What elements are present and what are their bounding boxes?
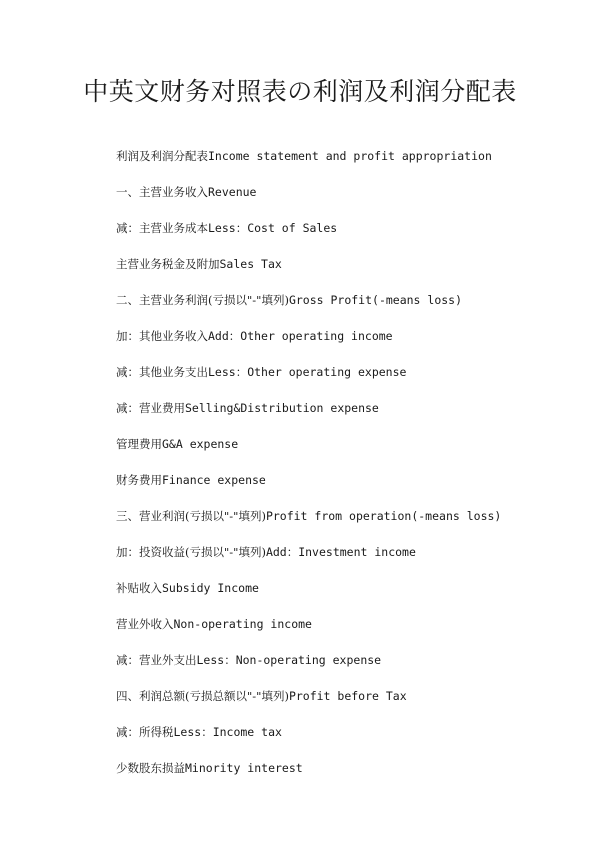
- line-english: Less：Income tax: [173, 725, 282, 739]
- page-title: 中英文财务对照表の利润及利润分配表: [83, 77, 517, 106]
- line-chinese: 财务费用: [116, 473, 162, 487]
- list-item: [116, 758, 556, 794]
- line-chinese: 减：营业费用: [116, 401, 185, 415]
- line-english: Non-operating income: [173, 617, 312, 631]
- line-chinese: 少数股东损益: [116, 761, 185, 775]
- line-english: Less：Cost of Sales: [208, 221, 338, 235]
- line-english: Gross Profit(-means loss): [288, 293, 463, 307]
- line-english: Minority interest: [185, 761, 303, 775]
- list-item: [116, 722, 556, 758]
- line-chinese: 加：投资收益(亏损以"-"填列): [116, 545, 266, 559]
- list-item: [116, 542, 556, 578]
- list-item: [116, 434, 556, 470]
- list-item: [116, 290, 556, 326]
- line-chinese: 加：其他业务收入: [116, 329, 208, 343]
- list-item: [116, 506, 556, 542]
- line-chinese: 利润及利润分配表: [116, 149, 208, 163]
- list-item: [116, 146, 556, 182]
- line-chinese: 三、营业利润(亏损以"-"填列): [116, 509, 266, 523]
- line-english: Sales Tax: [219, 257, 282, 271]
- line-english: Finance expense: [162, 473, 266, 487]
- list-item: [116, 650, 556, 686]
- list-item: [116, 362, 556, 398]
- line-chinese: 减：所得税: [116, 725, 174, 739]
- line-chinese: 补贴收入: [116, 581, 162, 595]
- line-chinese: 主营业务税金及附加: [116, 257, 220, 271]
- line-chinese: 一、主营业务收入: [116, 185, 208, 199]
- list-item: [116, 254, 556, 290]
- line-chinese: 管理费用: [116, 437, 162, 451]
- list-item: [116, 218, 556, 254]
- line-list: [116, 146, 556, 794]
- list-item: [116, 614, 556, 650]
- list-item: [116, 578, 556, 614]
- line-english: Add：Investment income: [265, 545, 416, 559]
- line-english: Add：Other operating income: [208, 329, 393, 343]
- line-english: Revenue: [208, 185, 257, 199]
- line-chinese: 减：营业外支出: [116, 653, 197, 667]
- list-item: [116, 686, 556, 722]
- line-chinese: 四、利润总额(亏损总额以"-"填列): [116, 689, 289, 703]
- line-english: Income statement and profit appropriation: [208, 149, 492, 163]
- line-chinese: 减：主营业务成本: [116, 221, 208, 235]
- list-item: [116, 470, 556, 506]
- line-english: Less：Non-operating expense: [196, 653, 382, 667]
- line-english: G&A expense: [162, 437, 239, 451]
- line-chinese: 减：其他业务支出: [116, 365, 208, 379]
- line-english: Profit before Tax: [288, 689, 407, 703]
- list-item: [116, 326, 556, 362]
- line-english: Less：Other operating expense: [208, 365, 407, 379]
- line-english: Selling&Distribution expense: [185, 401, 379, 415]
- line-english: Subsidy Income: [162, 581, 259, 595]
- list-item: [116, 398, 556, 434]
- line-chinese: 营业外收入: [116, 617, 174, 631]
- line-chinese: 二、主营业务利润(亏损以"-"填列): [116, 293, 289, 307]
- list-item: [116, 182, 556, 218]
- line-english: Profit from operation(-means loss): [265, 509, 502, 523]
